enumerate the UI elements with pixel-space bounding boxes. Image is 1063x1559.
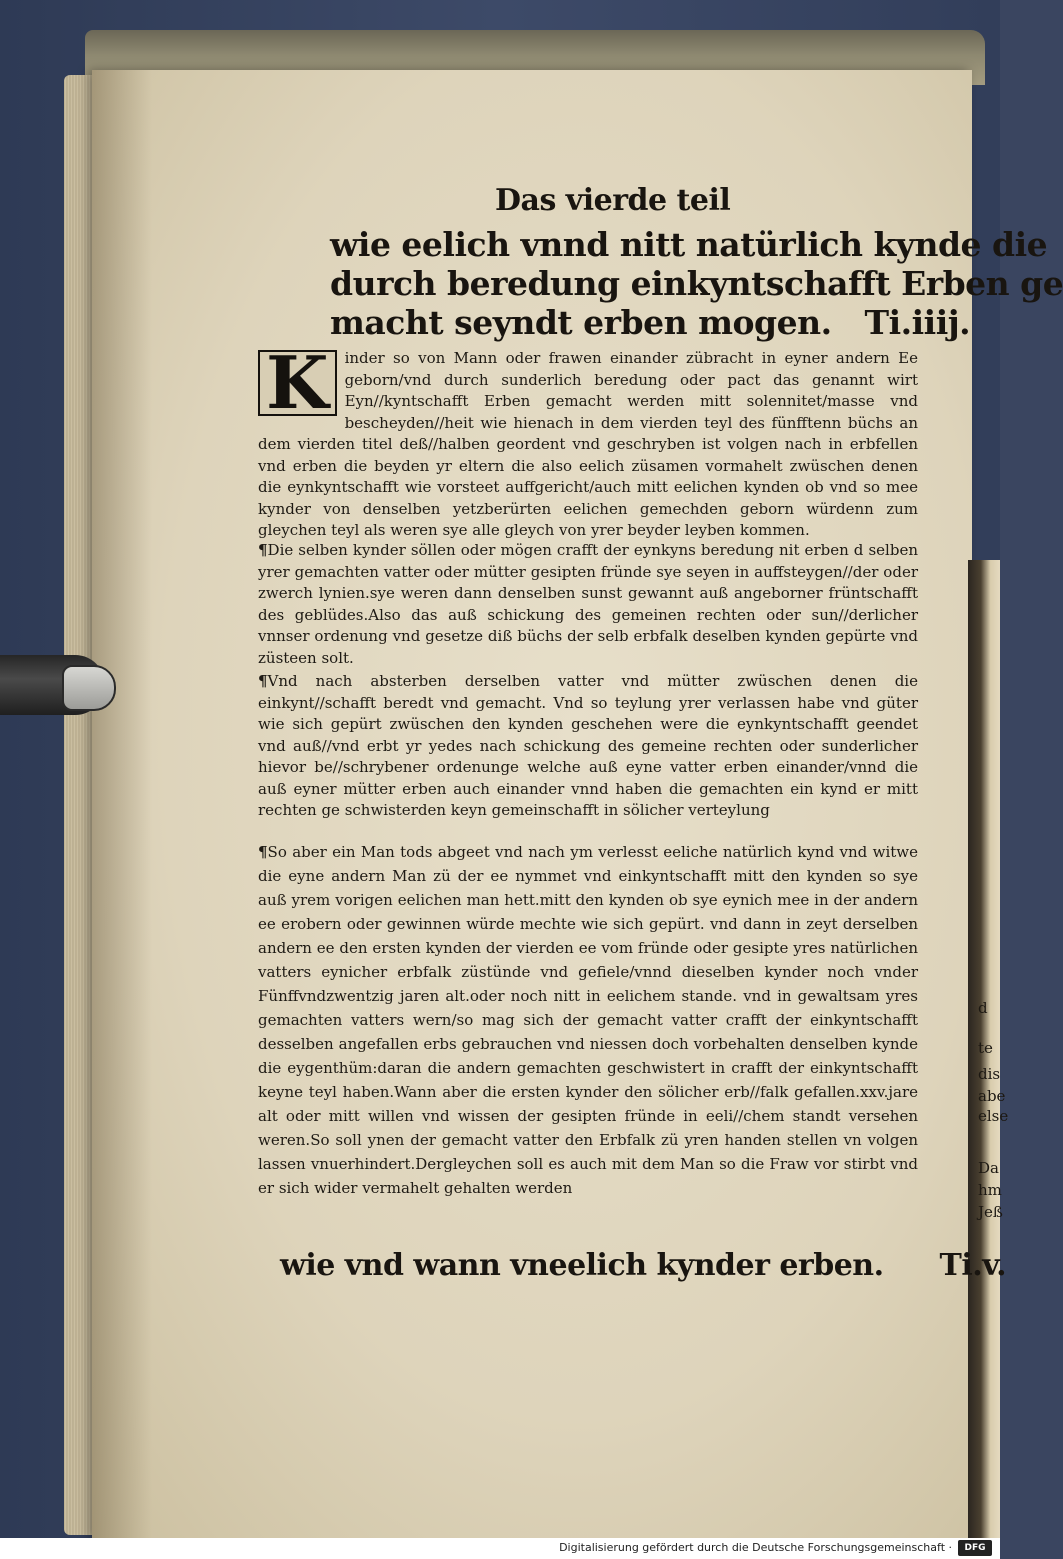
facing-page-fragment: Jeß: [978, 1203, 1003, 1221]
title-line: wie eelich vnnd nitt natürlich kynde die: [330, 225, 1048, 264]
facing-page-fragment: d: [978, 999, 988, 1017]
facing-page-fragment: Da: [978, 1159, 999, 1177]
facing-page-fragment: hm: [978, 1181, 1002, 1199]
pilcrow-mark: ¶: [258, 843, 268, 861]
paragraph-text: Die selben kynder söllen oder mögen crafft der eynkyns beredung nit erben d selben yrer gemachten vatter oder mütter gesipten fründe sye seyen in auffsteygen//der oder zwerch lynien.sye weren dann denselben sunst gewannt auß angeborner früntschafft des geblüdes.Also das auß schickung des gemeinen rechten oder sun//derlicher vnnser ordenung vnd gesetze diß büchs der selb erbfalk deselben kynden gepürte vnd züsteen solt.: [258, 541, 918, 667]
paragraph-1: [258, 340, 918, 542]
footer-bar: [0, 1538, 1000, 1559]
funding-credit: Digitalisierung gefördert durch die Deutsche Forschungsgemeinschaft ·: [559, 1541, 952, 1554]
drop-cap: K: [258, 350, 337, 416]
facing-page-fragment: abe: [978, 1087, 1006, 1105]
paragraph-3: [258, 671, 918, 822]
paragraph-4: [258, 840, 918, 1200]
dfg-logo-icon: DFG: [958, 1540, 992, 1556]
title-v-heading: [280, 1248, 1006, 1283]
title-v-text: wie vnd wann vneelich kynder erben.: [280, 1248, 884, 1283]
facing-page-fragment: dis: [978, 1065, 1001, 1083]
spine-shadow: [92, 70, 152, 1540]
title-line: macht seyndt erben mogen. Ti.iiij.: [330, 303, 971, 342]
facing-page-fragment: else: [978, 1107, 1009, 1125]
pilcrow-mark: ¶: [258, 672, 268, 690]
title-line: durch beredung einkyntschafft Erben ge: [330, 264, 1063, 303]
facing-page-fragment: te: [978, 1039, 993, 1057]
paragraph-text: inder so von Mann oder frawen einander zübracht in eyner andern Ee geborn/vnd durch sunderlich beredung oder pact das genannt wirt Eyn//kyntschafft Erben gemacht werden mitt solennitet/masse vnd bescheyden//heit wie hienach in dem vierden teyl des fünfftenn büchs an dem vierden titel deß//halben geordent vnd geschryben ist volgen nach in erbfellen vnd erben die beyden yr eltern die also eelich züsamen vormahelt zwüschen denen die eynkyntschafft wie vorsteet auffgericht/auch mitt eelichen kynden ob vnd so mee kynder von denselben yetzberürten eelichen gemechden geborn würdenn zum gleychen teyl als weren sye alle gleych von yrer beyder leyben kommen.: [258, 349, 918, 539]
paragraph-text: So aber ein Man tods abgeet vnd nach ym verlesst eeliche natürlich kynd vnd witwe die eyne andern Man zü der ee nymmet vnd einkyntschafft mitt den kynden so sye auß yrem vorigen eelichen man hett.mitt den kynden ob sye eynich mee in der andern ee erobern oder gewinnen würde mechte wie sich gepürt. vnd dann in zeyt derselben andern ee den ersten kynden der vierden ee vom fründe oder gesipte yres natürlichen vatters eynicher erbfalk züstünde vnd gefiele/vnnd dieselben kynder noch vnder Fünffvndzwentzig jaren alt.oder noch nitt in eelichem stande. vnd in gewaltsam yres gemachten vatters wern/so mag sich der gemacht vatter crafft der einkyntschafft desselben angefallen erbs gebrauchen vnd niessen doch vorbehalten denselben kynde die eygenthüm:daran die andern gemachten geschwistert in crafft der einkyntschafft keyne teyl haben.Wann aber die ersten kynder den sölicher erb//falk gefallen.xxv.jare alt oder mitt willen vnd wissen der gesipten fründe in eeli//chem standt versehen weren.So soll ynen der gemacht vatter den Erbfalk zü yren handen stellen vn volgen lassen vnuerhindert.Dergleychen soll es auch mit dem Man so die Fraw vor stirbt vnd er sich wider vermahelt gehalten werden: [258, 843, 918, 1197]
pilcrow-mark: ¶: [258, 541, 268, 559]
strap-clip: [62, 665, 116, 711]
section-heading: Das vierde teil: [495, 183, 731, 218]
title-v-number: Ti.v.: [939, 1248, 1007, 1283]
paragraph-text: Vnd nach absterben derselben vatter vnd mütter zwüschen denen die einkynt//schafft beredt vnd gemacht. Vnd so teylung yrer verlassen habe vnd güter wie sich gepürt zwüschen den kynden geschehen were die eynkyntschafft geendet vnd auß//vnd erbt yr yedes nach schickung des gemeine rechten oder sunderlicher hievor be//schrybener ordenunge welche auß eyne vatter erben einander/vnnd die auß eyner mütter erben auch einander vnnd haben die gemachten ein kynd er mitt rechten ge schwisterden keyn gemeinschafft in sölicher verteylung: [258, 672, 918, 819]
paragraph-2: [258, 540, 918, 669]
